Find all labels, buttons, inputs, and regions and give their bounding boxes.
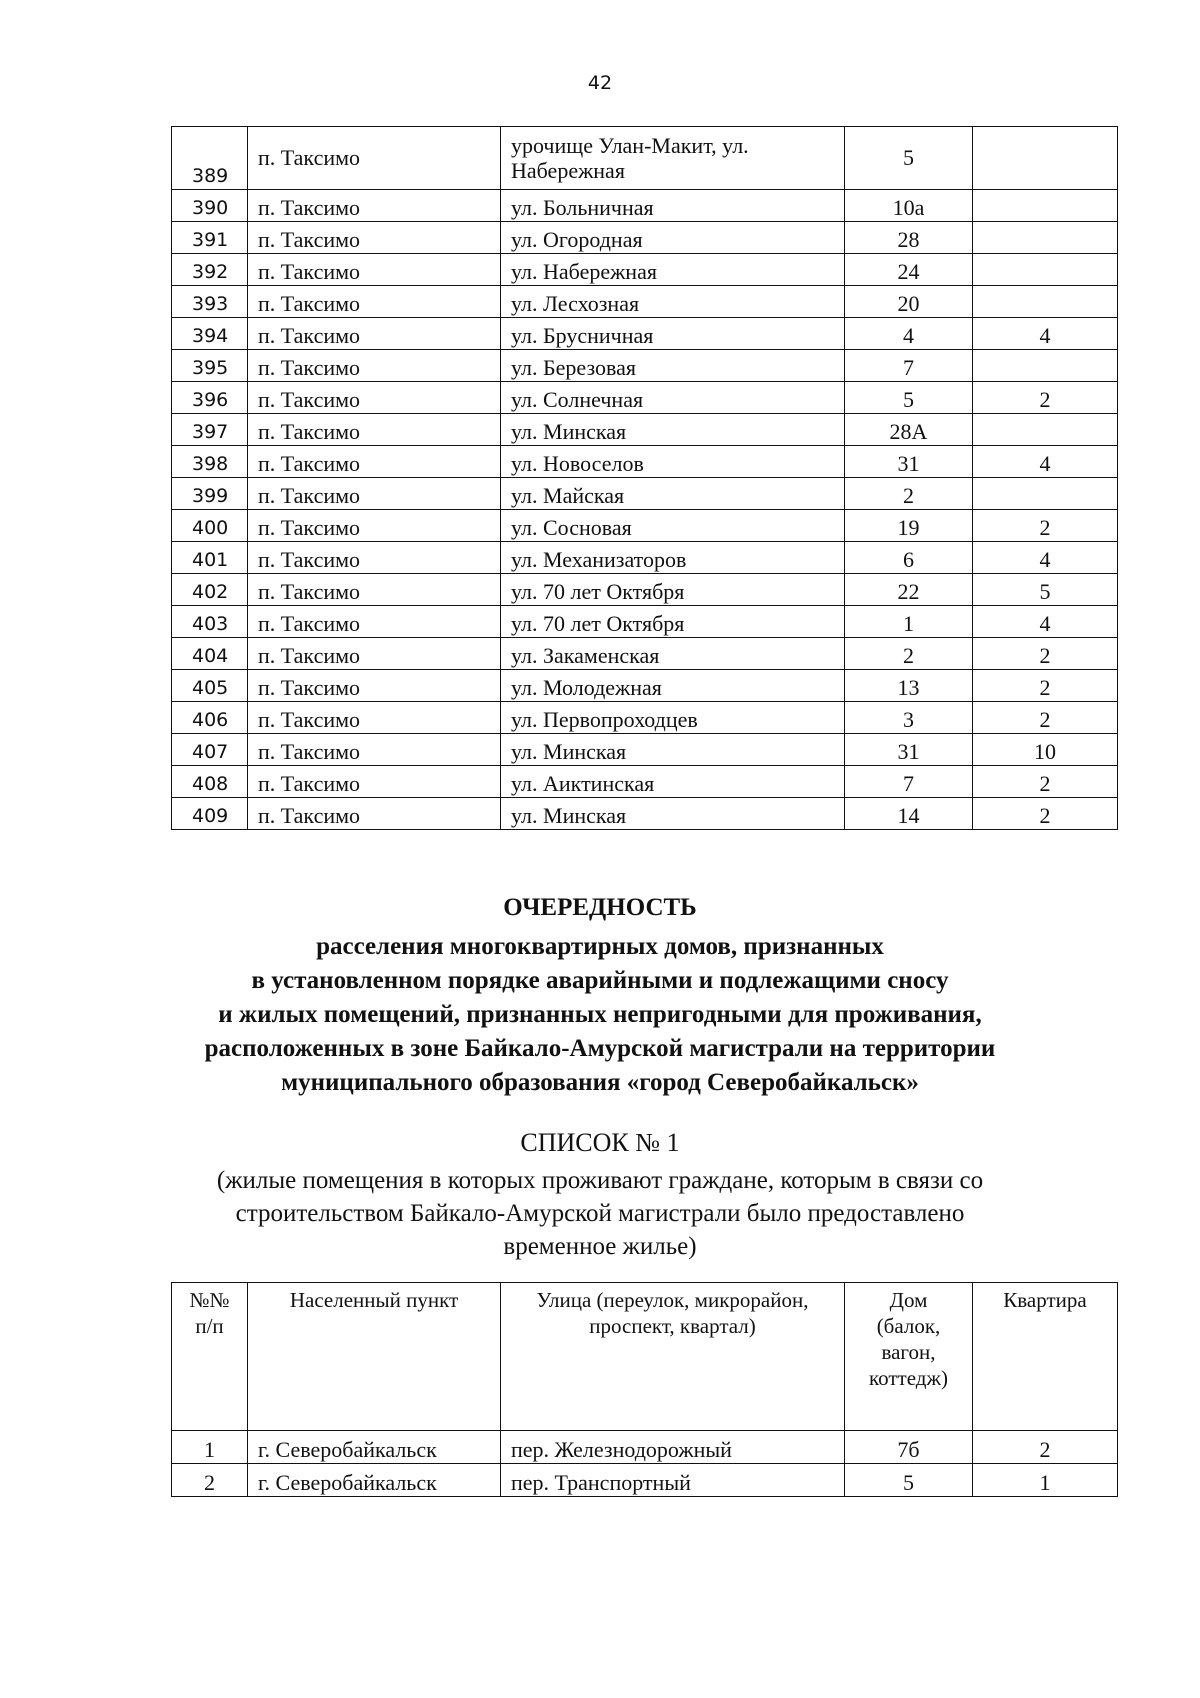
row-number: 392 (172, 254, 248, 286)
subtitle-line: расселения многоквартирных домов, признанных (316, 933, 884, 960)
row-street: пер. Железнодорожный (501, 1431, 845, 1464)
subtitle-line: расположенных в зоне Байкало-Амурской магистрали на территории (204, 1035, 996, 1062)
row-number: 400 (172, 510, 248, 542)
page-number: 42 (587, 72, 613, 94)
row-apartment: 2 (973, 702, 1118, 734)
table-row (172, 510, 1118, 542)
table-row (172, 734, 1118, 766)
row-street: ул. Молодежная (501, 670, 845, 702)
row-apartment: 4 (973, 606, 1118, 638)
header-house-line4: коттедж) (869, 1366, 948, 1390)
row-house: 1 (845, 606, 973, 638)
housing-table-continued (171, 126, 1118, 830)
section-subtitle (0, 930, 1200, 1100)
table-row (172, 798, 1118, 830)
list-note-line: строительством Байкало-Амурской магистрали было предоставлено (235, 1200, 965, 1227)
row-house: 31 (845, 446, 973, 478)
housing-table-body (172, 127, 1118, 830)
row-locality: п. Таксимо (248, 798, 501, 830)
table-row (172, 350, 1118, 382)
table-row (172, 382, 1118, 414)
table-row (172, 127, 1118, 190)
table-row (172, 254, 1118, 286)
row-locality: п. Таксимо (248, 542, 501, 574)
row-apartment (973, 254, 1118, 286)
table-header-row (172, 1283, 1118, 1431)
row-apartment (973, 286, 1118, 318)
row-apartment: 4 (973, 542, 1118, 574)
row-apartment (973, 190, 1118, 222)
row-house: 20 (845, 286, 973, 318)
row-locality: п. Таксимо (248, 382, 501, 414)
row-street: ул. Больничная (501, 190, 845, 222)
row-number: 407 (172, 734, 248, 766)
table-row (172, 222, 1118, 254)
row-number: 409 (172, 798, 248, 830)
row-street: ул. Брусничная (501, 318, 845, 350)
row-locality: п. Таксимо (248, 318, 501, 350)
row-street: ул. Огородная (501, 222, 845, 254)
row-house: 3 (845, 702, 973, 734)
row-apartment: 10 (973, 734, 1118, 766)
row-street: ул. Первопроходцев (501, 702, 845, 734)
row-number: 408 (172, 766, 248, 798)
table-row (172, 1431, 1118, 1464)
row-locality: п. Таксимо (248, 414, 501, 446)
row-number: 389 (172, 127, 248, 190)
section-title: ОЧЕРЕДНОСТЬ (503, 894, 697, 921)
list1-table-body (172, 1283, 1118, 1497)
row-locality: п. Таксимо (248, 510, 501, 542)
header-number (172, 1283, 248, 1431)
list-title: СПИСОК № 1 (520, 1128, 680, 1157)
table-row (172, 670, 1118, 702)
header-street-line1: Улица (переулок, микрорайон, (536, 1288, 809, 1312)
row-number: 399 (172, 478, 248, 510)
row-apartment (973, 350, 1118, 382)
row-number: 396 (172, 382, 248, 414)
row-number: 403 (172, 606, 248, 638)
header-street-line2: проспект, квартал) (589, 1314, 756, 1338)
table-row (172, 702, 1118, 734)
header-house-line3: вагон, (881, 1340, 936, 1364)
row-apartment (973, 478, 1118, 510)
subtitle-line: муниципального образования «город Северобайкальск» (281, 1069, 919, 1096)
row-house: 2 (845, 638, 973, 670)
row-street: ул. Березовая (501, 350, 845, 382)
header-street (501, 1283, 845, 1431)
row-locality: п. Таксимо (248, 574, 501, 606)
row-house: 19 (845, 510, 973, 542)
row-number: 397 (172, 414, 248, 446)
table-row (172, 638, 1118, 670)
row-street: ул. Майская (501, 478, 845, 510)
row-street: ул. Минская (501, 734, 845, 766)
subtitle-line: в установленном порядке аварийными и подлежащими сносу (251, 967, 949, 994)
row-street: ул. Аиктинская (501, 766, 845, 798)
row-number: 393 (172, 286, 248, 318)
row-street-line1: урочище Улан-Макит, ул. (511, 132, 749, 158)
table-row (172, 190, 1118, 222)
row-street: ул. Лесхозная (501, 286, 845, 318)
row-house: 4 (845, 318, 973, 350)
row-street: ул. Сосновая (501, 510, 845, 542)
row-street: ул. Солнечная (501, 382, 845, 414)
row-number: 394 (172, 318, 248, 350)
list-note (0, 1164, 1200, 1263)
table-row (172, 766, 1118, 798)
row-apartment: 4 (973, 318, 1118, 350)
header-apartment: Квартира (973, 1283, 1118, 1431)
row-street (501, 127, 845, 190)
row-apartment: 2 (973, 798, 1118, 830)
row-street-line2: Набережная (511, 157, 625, 183)
row-locality: п. Таксимо (248, 254, 501, 286)
row-locality: п. Таксимо (248, 734, 501, 766)
row-locality: п. Таксимо (248, 350, 501, 382)
row-house: 31 (845, 734, 973, 766)
row-street: ул. Закаменская (501, 638, 845, 670)
row-number: 402 (172, 574, 248, 606)
row-number: 401 (172, 542, 248, 574)
row-street: ул. 70 лет Октября (501, 574, 845, 606)
row-number: 390 (172, 190, 248, 222)
row-number: 405 (172, 670, 248, 702)
row-apartment (973, 127, 1118, 190)
row-house: 5 (845, 1464, 973, 1497)
row-house: 22 (845, 574, 973, 606)
row-street: ул. Механизаторов (501, 542, 845, 574)
row-locality: п. Таксимо (248, 286, 501, 318)
row-house: 28 (845, 222, 973, 254)
row-apartment: 2 (973, 638, 1118, 670)
row-house: 5 (845, 127, 973, 190)
row-locality: п. Таксимо (248, 446, 501, 478)
row-locality: п. Таксимо (248, 606, 501, 638)
row-house: 2 (845, 478, 973, 510)
row-apartment: 2 (973, 670, 1118, 702)
row-locality: п. Таксимо (248, 766, 501, 798)
row-house: 14 (845, 798, 973, 830)
row-street: ул. Минская (501, 798, 845, 830)
table-row (172, 286, 1118, 318)
row-house: 6 (845, 542, 973, 574)
row-locality: г. Северобайкальск (248, 1464, 501, 1497)
row-street: пер. Транспортный (501, 1464, 845, 1497)
row-street: ул. Набережная (501, 254, 845, 286)
header-locality: Населенный пункт (248, 1283, 501, 1431)
header-house-line2: (балок, (876, 1314, 941, 1338)
row-number: 406 (172, 702, 248, 734)
row-number: 395 (172, 350, 248, 382)
list1-table (171, 1282, 1118, 1497)
header-house (845, 1283, 973, 1431)
row-locality: п. Таксимо (248, 478, 501, 510)
subtitle-line: и жилых помещений, признанных непригодными для проживания, (218, 1001, 982, 1028)
table-row (172, 542, 1118, 574)
table-row (172, 1464, 1118, 1497)
row-house: 24 (845, 254, 973, 286)
list-note-line: (жилые помещения в которых проживают граждане, которым в связи со (216, 1167, 984, 1194)
row-number: 404 (172, 638, 248, 670)
row-number: 1 (172, 1431, 248, 1464)
row-locality: п. Таксимо (248, 127, 501, 190)
row-locality: п. Таксимо (248, 702, 501, 734)
row-apartment: 2 (973, 510, 1118, 542)
row-number: 391 (172, 222, 248, 254)
row-locality: п. Таксимо (248, 222, 501, 254)
row-house: 7 (845, 350, 973, 382)
row-number: 2 (172, 1464, 248, 1497)
table-row (172, 606, 1118, 638)
row-house: 5 (845, 382, 973, 414)
row-apartment: 2 (973, 382, 1118, 414)
list-note-line: временное жилье) (503, 1233, 697, 1260)
row-number: 398 (172, 446, 248, 478)
row-street: ул. 70 лет Октября (501, 606, 845, 638)
row-locality: п. Таксимо (248, 638, 501, 670)
row-apartment: 1 (973, 1464, 1118, 1497)
row-house: 7 (845, 766, 973, 798)
row-house: 10а (845, 190, 973, 222)
table-row (172, 574, 1118, 606)
row-locality: п. Таксимо (248, 190, 501, 222)
row-street: ул. Новоселов (501, 446, 845, 478)
row-apartment: 2 (973, 766, 1118, 798)
row-locality: п. Таксимо (248, 670, 501, 702)
table-row (172, 446, 1118, 478)
table-row (172, 318, 1118, 350)
row-apartment (973, 222, 1118, 254)
row-apartment: 2 (973, 1431, 1118, 1464)
row-locality: г. Северобайкальск (248, 1431, 501, 1464)
row-house: 28А (845, 414, 973, 446)
header-house-line1: Дом (889, 1288, 928, 1312)
header-number-line2: п/п (195, 1314, 224, 1338)
table-row (172, 478, 1118, 510)
row-street: ул. Минская (501, 414, 845, 446)
table-row (172, 414, 1118, 446)
header-number-line1: №№ (189, 1288, 230, 1312)
row-house: 7б (845, 1431, 973, 1464)
row-apartment: 4 (973, 446, 1118, 478)
row-apartment (973, 414, 1118, 446)
row-house: 13 (845, 670, 973, 702)
row-apartment: 5 (973, 574, 1118, 606)
